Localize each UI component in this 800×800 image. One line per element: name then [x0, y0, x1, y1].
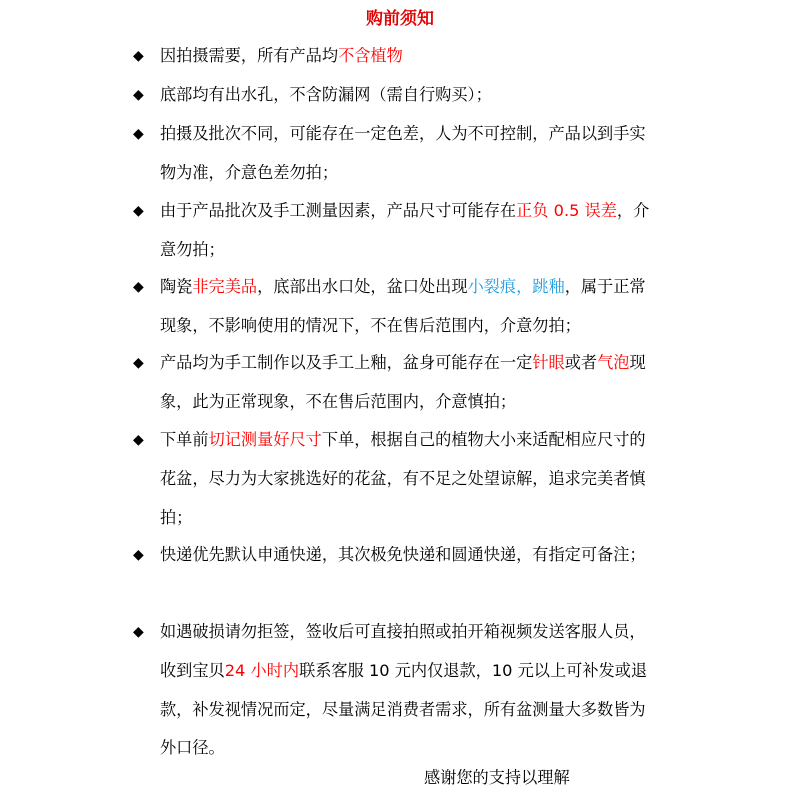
page-title: 购前须知: [366, 9, 434, 29]
notice-text: 拍摄及批次不同，可能存在一定色差，人为不可控制，产品以到手实物为准，介意色差勿拍；: [160, 124, 646, 182]
highlight-red: 正负 0.5 误差: [516, 201, 617, 220]
diamond-bullet-icon: ◆: [133, 624, 144, 640]
notice-item-7: [160, 421, 650, 537]
diamond-bullet-icon: ◆: [133, 48, 144, 64]
notice-text: ，底部出水口处，盆口处出现: [257, 277, 468, 296]
diamond-bullet-icon: ◆: [133, 126, 144, 142]
closing-thanks: 感谢您的支持以理解: [424, 768, 570, 787]
notice-item-6: [160, 344, 650, 422]
notice-item-8: [160, 536, 650, 575]
diamond-bullet-icon: ◆: [133, 279, 144, 295]
notice-text: 产品均为手工制作以及手工上釉，盆身可能存在一定: [160, 353, 533, 372]
highlight-red: 24 小时内: [224, 660, 300, 680]
notice-text: 由于产品批次及手工测量因素，产品尺寸可能存在: [160, 201, 517, 220]
diamond-bullet-icon: ◆: [133, 432, 144, 448]
highlight-red: 非完美品: [192, 277, 258, 296]
notice-text: ，介意勿拍；: [160, 201, 650, 259]
diamond-bullet-icon: ◆: [133, 355, 144, 371]
notice-item-1: [160, 37, 650, 76]
highlight-red: 切记测量好尺寸: [208, 430, 322, 449]
notice-text: 如遇破损请勿拒签，签收后可直接拍照或拍开箱视频发送客服人员，收到宝贝: [160, 622, 646, 680]
notice-item-5: [160, 268, 650, 346]
notice-text: 现象，此为正常现象，不在售后范围内，介意慎拍；: [160, 353, 646, 411]
highlight-blue: 小裂痕，跳釉: [467, 277, 565, 296]
notice-text: 联系客服 10 元内仅退款，10 元以上可补发或退款，补发视情况而定，尽量满足消费者需求，所有盆测量大多数皆为外口径。: [160, 660, 648, 758]
notice-item-4: [160, 192, 650, 270]
notice-text: 下单，根据自己的植物大小来适配相应尺寸的花盆，尽力为大家挑选好的花盆，有不足之处望谅解，追求完美者慎拍；: [160, 430, 646, 527]
notice-item-3: [160, 115, 650, 193]
notice-text: ，属于正常现象，不影响使用的情况下，不在售后范围内，介意勿拍；: [160, 277, 646, 335]
notice-text: 下单前: [160, 430, 209, 449]
notice-item-2: [160, 76, 650, 115]
diamond-bullet-icon: ◆: [133, 203, 144, 219]
diamond-bullet-icon: ◆: [133, 87, 144, 103]
highlight-red: 不含植物: [338, 46, 403, 65]
diamond-bullet-icon: ◆: [133, 547, 144, 563]
notice-item-9: [160, 613, 650, 768]
notice-text: 或者: [564, 353, 598, 372]
notice-text: 底部均有出水孔，不含防漏网（需自行购买）；: [160, 85, 492, 104]
notice-text: 快递优先默认申通快递，其次极免快递和圆通快递，有指定可备注；: [160, 545, 646, 564]
highlight-red: 针眼: [532, 353, 565, 372]
highlight-red: 气泡: [597, 353, 630, 372]
notice-text: 陶瓷: [160, 277, 193, 296]
notice-text: 因拍摄需要，所有产品均: [160, 46, 339, 65]
